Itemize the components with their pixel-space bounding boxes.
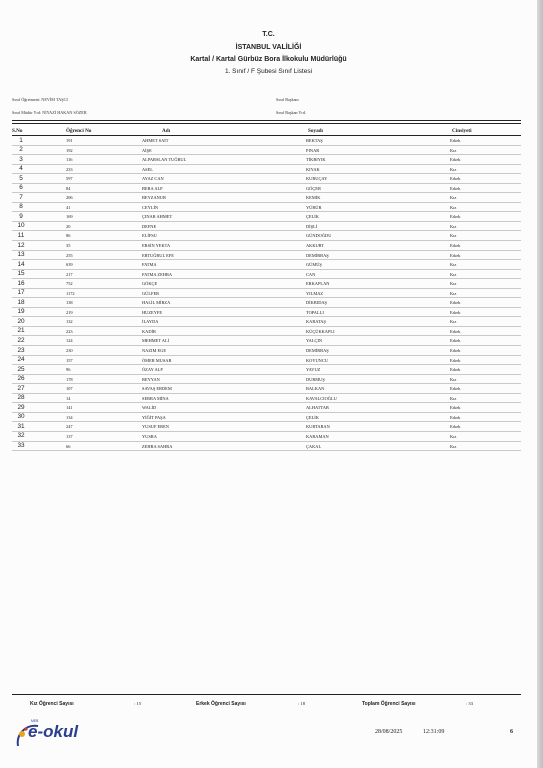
row-sno: 7 <box>19 193 23 201</box>
row-student-no: 35 <box>66 243 71 249</box>
table-row <box>12 146 521 156</box>
row-sno: 10 <box>17 222 25 230</box>
row-student-no: 191 <box>66 138 73 143</box>
row-gender: Kız <box>450 233 457 239</box>
table-row <box>12 184 521 194</box>
footer-date: 28/08/2025 <box>375 729 403 735</box>
row-sno: 22 <box>17 336 25 344</box>
row-gender: Kız <box>450 290 457 296</box>
footer-page-number: 6 <box>510 729 513 735</box>
row-student-no: 233 <box>66 166 73 172</box>
row-student-no: 639 <box>66 262 73 268</box>
row-sno: 6 <box>19 184 23 192</box>
row-name: YİĞİT PAŞA <box>142 414 166 420</box>
girls-count-value: : 15 <box>134 701 142 706</box>
table-row <box>12 375 521 385</box>
meta-teacher: Sınıf Öğretmeni: NEVİM TAŞCI <box>12 97 68 102</box>
row-name: HUZEYFE <box>142 309 163 315</box>
row-surname: DİŞLİ <box>306 223 318 229</box>
row-name: ZEHRA SAHRA <box>142 443 173 449</box>
row-gender: Kız <box>450 395 457 401</box>
row-surname: DEMİRBAŞ <box>306 252 329 258</box>
row-gender: Erkek <box>450 185 461 191</box>
row-student-no: 752 <box>66 281 73 287</box>
row-name: KADİR <box>142 328 156 334</box>
col-header-gender: Cinsiyeti <box>452 128 472 134</box>
row-surname: KIYAK <box>306 166 320 172</box>
table-row <box>12 155 521 165</box>
row-sno: 23 <box>17 346 25 354</box>
row-surname: KOYUNCU <box>306 357 328 363</box>
row-surname: ERKAPLAN <box>306 281 330 287</box>
row-name: MEHMET ALİ <box>142 338 170 344</box>
row-sno: 17 <box>17 289 25 297</box>
table-row <box>12 222 521 232</box>
row-student-no: 230 <box>66 348 73 354</box>
row-student-no: 255 <box>66 252 73 258</box>
row-gender: Erkek <box>450 328 461 334</box>
row-surname: GÜMÜŞ <box>306 262 322 268</box>
row-surname: KARATAŞ <box>306 319 326 325</box>
row-sno: 3 <box>19 155 23 163</box>
row-name: ALPARSLAN TUĞRUL <box>142 157 187 163</box>
table-row <box>12 270 521 280</box>
table-row <box>12 442 521 452</box>
header-list-title: 1. Sınıf / F Şubesi Sınıf Listesi <box>224 68 313 75</box>
table-row <box>12 279 521 289</box>
row-surname: ÇAKAL <box>306 443 322 449</box>
row-student-no: 1172 <box>66 290 75 296</box>
row-sno: 27 <box>17 384 25 392</box>
row-gender: Kız <box>450 271 457 277</box>
row-gender: Kız <box>450 262 457 268</box>
row-sno: 4 <box>19 165 23 173</box>
meta-class-vice-president: Sınıf Başkan Yrd. <box>276 110 306 115</box>
row-surname: DİKBIDAŞ <box>306 300 327 306</box>
row-name: DEFNE <box>142 223 157 229</box>
row-surname: KÜÇÜKKAPLI <box>306 328 335 334</box>
row-student-no: 41 <box>66 204 71 210</box>
row-gender: Erkek <box>450 357 461 363</box>
row-name: SERRA MİNA <box>142 395 169 401</box>
row-student-no: 219 <box>66 309 73 315</box>
row-sno: 21 <box>17 327 25 335</box>
table-row <box>12 317 521 327</box>
table-row <box>12 165 521 175</box>
row-student-no: 247 <box>66 424 73 430</box>
row-surname: DEMİRBAŞ <box>306 348 329 354</box>
row-sno: 31 <box>17 422 25 430</box>
row-surname: PINAR <box>306 147 320 153</box>
row-student-no: 138 <box>66 300 73 306</box>
row-name: SAVAŞ ERDEM <box>142 386 172 392</box>
row-sno: 18 <box>17 298 25 306</box>
row-sno: 32 <box>17 432 25 440</box>
row-sno: 9 <box>19 212 23 220</box>
table-row <box>12 432 521 442</box>
row-sno: 11 <box>17 231 25 239</box>
table-row <box>12 384 521 394</box>
row-student-no: 14 <box>66 395 71 401</box>
row-gender: Kız <box>450 319 457 325</box>
header-school: Kartal / Kartal Gürbüz Bora İlkokulu Müdürlüğü <box>190 56 347 63</box>
row-surname: GÖÇER <box>306 185 321 191</box>
table-row <box>12 289 521 299</box>
row-surname: KURUÇAY <box>306 176 328 182</box>
footer-time: 12:31:09 <box>423 729 445 735</box>
table-row <box>12 394 521 404</box>
row-student-no: 157 <box>66 357 73 363</box>
row-gender: Erkek <box>450 414 461 420</box>
row-student-no: 84 <box>66 185 71 191</box>
logo-small-text: MEB <box>31 719 39 723</box>
table-row <box>12 260 521 270</box>
row-gender: Kız <box>450 166 457 172</box>
row-student-no: 206 <box>66 195 73 201</box>
table-row <box>12 336 521 346</box>
row-surname: KARAMAN <box>306 433 329 439</box>
row-name: YUSUF EREN <box>142 424 169 430</box>
row-gender: Kız <box>450 443 457 449</box>
row-gender: Erkek <box>450 405 461 411</box>
row-gender: Erkek <box>450 424 461 430</box>
row-gender: Kız <box>450 281 457 287</box>
row-sno: 19 <box>17 308 25 316</box>
row-sno: 1 <box>19 136 23 144</box>
row-surname: KEMİK <box>306 195 321 201</box>
row-student-no: 20 <box>66 223 71 229</box>
row-name: AİŞE <box>142 147 152 153</box>
table-row <box>12 203 521 213</box>
row-student-no: 217 <box>66 271 73 277</box>
divider-totals <box>12 694 521 695</box>
row-gender: Kız <box>450 376 457 382</box>
row-gender: Kız <box>450 433 457 439</box>
col-header-surname: Soyadı <box>308 128 323 134</box>
row-student-no: 137 <box>66 433 73 439</box>
row-sno: 25 <box>17 365 25 373</box>
row-gender: Erkek <box>450 309 461 315</box>
table-row <box>12 365 521 375</box>
row-student-no: 107 <box>66 386 73 392</box>
row-sno: 16 <box>17 279 25 287</box>
row-surname: CAN <box>306 271 316 277</box>
row-name: YUSRA <box>142 433 157 439</box>
row-student-no: 223 <box>66 328 73 334</box>
row-sno: 15 <box>17 270 25 278</box>
row-name: ERTUĞRUL EFE <box>142 252 174 258</box>
table-row <box>12 346 521 356</box>
row-surname: DURMUŞ <box>306 376 325 382</box>
row-name: ELİFSU <box>142 233 157 239</box>
row-gender: Kız <box>450 223 457 229</box>
row-student-no: 66 <box>66 443 71 449</box>
row-name: GÜLFER <box>142 290 160 296</box>
table-row <box>12 422 521 432</box>
row-gender: Erkek <box>450 338 461 344</box>
row-name: GÖKÇE <box>142 281 158 287</box>
row-sno: 26 <box>17 375 25 383</box>
total-count-value: : 33 <box>466 701 474 706</box>
table-row <box>12 251 521 261</box>
boys-count-value: : 18 <box>298 701 306 706</box>
table-row <box>12 356 521 366</box>
meta-vice-principal: Sınıf Müdür Yrd: NİYAZİ HAKAN SÖZER <box>12 110 87 115</box>
table-row <box>12 136 521 146</box>
student-table <box>12 136 521 451</box>
row-student-no: 597 <box>66 176 73 182</box>
boys-count-label: Erkek Öğrenci Sayısı <box>196 701 246 707</box>
table-row <box>12 298 521 308</box>
row-surname: BALKAN <box>306 386 325 392</box>
row-name: AYAZ CAN <box>142 176 164 182</box>
row-student-no: 141 <box>66 405 73 411</box>
row-gender: Erkek <box>450 348 461 354</box>
logo-text: e-okul <box>28 722 79 741</box>
col-header-sno: S.No <box>12 128 23 134</box>
row-surname: TİKBIYIK <box>306 157 326 163</box>
row-gender: Kız <box>450 195 457 201</box>
row-name: ERSİN YEKTA <box>142 243 171 249</box>
table-row <box>12 193 521 203</box>
row-student-no: 169 <box>66 214 73 220</box>
table-row <box>12 327 521 337</box>
row-gender: Kız <box>450 204 457 210</box>
row-name: AHMET SAİT <box>142 138 169 143</box>
row-surname: YÜRÜR <box>306 204 322 210</box>
row-student-no: 132 <box>66 319 73 325</box>
row-gender: Erkek <box>450 157 461 163</box>
row-surname: GÜNDOĞDU <box>306 233 332 239</box>
row-sno: 13 <box>17 251 25 259</box>
row-student-no: 96 <box>66 367 71 373</box>
col-header-student-no: Öğrenci No <box>66 128 92 134</box>
row-surname: TOPALLI <box>306 309 324 315</box>
row-gender: Erkek <box>450 300 461 306</box>
row-name: ÖZAY ALP <box>142 367 163 373</box>
row-name: ASEL <box>142 166 153 172</box>
row-gender: Kız <box>450 147 457 153</box>
header-tc: T.C. <box>262 31 275 38</box>
row-surname: YILMAZ <box>306 290 324 296</box>
row-surname: AKKURT <box>306 243 325 249</box>
table-row <box>12 403 521 413</box>
row-student-no: 86 <box>66 233 71 239</box>
row-sno: 28 <box>17 394 25 402</box>
row-gender: Erkek <box>450 138 461 143</box>
row-surname: ALHATTAB <box>306 405 329 411</box>
row-gender: Erkek <box>450 214 461 220</box>
row-name: HALİL MİRZA <box>142 300 171 306</box>
row-sno: 12 <box>17 241 25 249</box>
meta-class-president: Sınıf Başkanı <box>276 97 299 102</box>
row-surname: ÇELİK <box>306 414 319 420</box>
girls-count-label: Kız Öğrenci Sayısı <box>30 701 74 707</box>
row-sno: 20 <box>17 317 25 325</box>
row-student-no: 134 <box>66 414 73 420</box>
row-student-no: 178 <box>66 376 73 382</box>
table-row <box>12 231 521 241</box>
row-name: BERA ALP <box>142 185 163 191</box>
row-name: BEYZANUR <box>142 195 166 201</box>
row-gender: Erkek <box>450 243 461 249</box>
row-name: FATMA <box>142 262 157 268</box>
table-row <box>12 413 521 423</box>
row-surname: KAVALCIOĞLU <box>306 395 337 401</box>
row-student-no: 124 <box>66 338 73 344</box>
table-row <box>12 212 521 222</box>
table-row <box>12 174 521 184</box>
row-name: WALİD <box>142 405 157 411</box>
row-student-no: 192 <box>66 147 73 153</box>
row-sno: 24 <box>17 356 25 364</box>
row-name: FATMA ZEHRA <box>142 271 173 277</box>
row-sno: 29 <box>17 403 25 411</box>
row-sno: 2 <box>19 146 23 154</box>
row-name: NAZIM EGE <box>142 348 167 354</box>
row-gender: Erkek <box>450 386 461 392</box>
row-gender: Erkek <box>450 176 461 182</box>
row-gender: Erkek <box>450 367 461 373</box>
divider-top <box>12 120 521 121</box>
row-sno: 33 <box>17 442 25 449</box>
total-count-label: Toplam Öğrenci Sayısı <box>362 701 416 707</box>
row-surname: YALÇIN <box>306 338 323 344</box>
row-sno: 30 <box>17 413 25 421</box>
row-name: ÇINAR AHMET <box>142 214 173 220</box>
table-row <box>12 308 521 318</box>
header-governorship: İSTANBUL VALİLİĞİ <box>235 44 302 51</box>
row-name: CEYLİN <box>142 204 159 210</box>
row-student-no: 116 <box>66 157 73 163</box>
row-surname: YAVUZ <box>306 367 321 373</box>
table-row <box>12 241 521 251</box>
row-surname: ÇELİK <box>306 214 319 220</box>
row-name: İLAYDA <box>142 319 159 325</box>
row-surname: KURTARAN <box>306 424 330 430</box>
row-name: REYYAN <box>142 376 160 382</box>
divider-top-2 <box>12 123 521 124</box>
col-header-name: Adı <box>162 128 171 134</box>
row-sno: 5 <box>19 174 23 182</box>
row-sno: 14 <box>17 260 25 268</box>
page-edge-shadow <box>537 0 543 768</box>
row-sno: 8 <box>19 203 23 211</box>
row-name: ÖMER MUSAB <box>142 357 172 363</box>
row-surname: BEKTAŞ <box>306 138 323 143</box>
row-gender: Erkek <box>450 252 461 258</box>
